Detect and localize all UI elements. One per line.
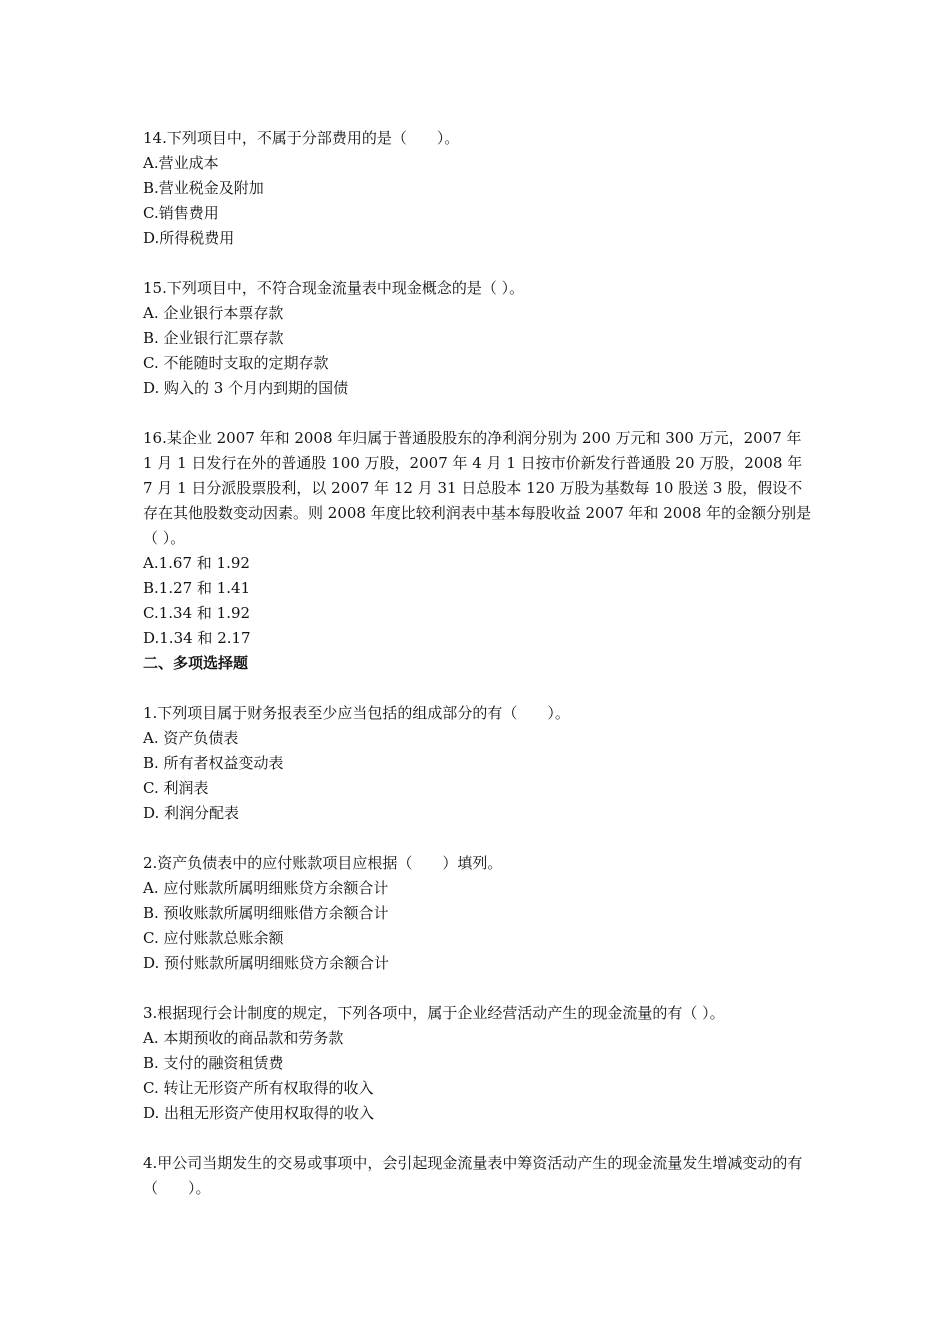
option-d: D. 购入的 3 个月内到期的国债 — [143, 379, 349, 397]
option-b: B. 企业银行汇票存款 — [143, 329, 284, 347]
option-d: D. 利润分配表 — [143, 804, 240, 822]
option-c: C. 利润表 — [143, 779, 209, 797]
question-stem: 15.下列项目中，不符合现金流量表中现金概念的是（ ）。 — [143, 279, 525, 297]
option-b: B. 预收账款所属明细账借方余额合计 — [143, 904, 389, 922]
option-c: C.1.34 和 1.92 — [143, 604, 251, 622]
option-b: B.营业税金及附加 — [143, 179, 264, 197]
option-a: A.营业成本 — [143, 154, 219, 172]
question-stem: 1.下列项目属于财务报表至少应当包括的组成部分的有（ ）。 — [143, 704, 570, 722]
option-d: D. 出租无形资产使用权取得的收入 — [143, 1104, 375, 1122]
question-stem: 14.下列项目中，不属于分部费用的是（ ）。 — [143, 129, 460, 147]
multi-question-3 — [143, 1001, 815, 1126]
option-b: B.1.27 和 1.41 — [143, 579, 251, 597]
question-stem: 2.资产负债表中的应付账款项目应根据（ ）填列。 — [143, 854, 503, 872]
option-b: B. 支付的融资租赁费 — [143, 1054, 284, 1072]
option-a: A.1.67 和 1.92 — [143, 554, 250, 572]
option-c: C. 转让无形资产所有权取得的收入 — [143, 1079, 374, 1097]
question-stem: 3.根据现行会计制度的规定，下列各项中，属于企业经营活动产生的现金流量的有（ ）。 — [143, 1004, 725, 1022]
option-c: C.销售费用 — [143, 204, 219, 222]
question-stem: 4.甲公司当期发生的交易或事项中，会引起现金流量表中筹资活动产生的现金流量发生增减变动的有（ ）。 — [143, 1154, 803, 1197]
option-b: B. 所有者权益变动表 — [143, 754, 284, 772]
option-c: C. 不能随时支取的定期存款 — [143, 354, 329, 372]
question-stem: 16.某企业 2007 年和 2008 年归属于普通股股东的净利润分别为 200 万元和 300 万元，2007 年 1 月 1 日发行在外的普通股 100 万股，2007 年 4 月 1 日按市价新发行普通股 20 万股，2008 年 7 月 1 日分派股票股利，以 2007 年 12 月 31 日总股本 120 万股为基数每 10 股送 3 股，假设不存在其他股数变动因素。则 2008 年度比较利润表中基本每股收益 2007 年和 2008 年的金额分别是（ ）。 — [143, 429, 812, 547]
option-a: A. 应付账款所属明细账贷方余额合计 — [143, 879, 389, 897]
document-page — [143, 126, 815, 1201]
option-d: D.1.34 和 2.17 — [143, 629, 251, 647]
multi-question-2 — [143, 851, 815, 976]
question-15 — [143, 276, 815, 401]
question-14 — [143, 126, 815, 251]
multi-question-1 — [143, 701, 815, 826]
multi-question-4 — [143, 1151, 815, 1201]
option-a: A. 本期预收的商品款和劳务款 — [143, 1029, 344, 1047]
question-16 — [143, 426, 815, 651]
option-d: D.所得税费用 — [143, 229, 235, 247]
option-a: A. 资产负债表 — [143, 729, 239, 747]
option-c: C. 应付账款总账余额 — [143, 929, 284, 947]
option-a: A. 企业银行本票存款 — [143, 304, 284, 322]
option-d: D. 预付账款所属明细账贷方余额合计 — [143, 954, 390, 972]
section-title: 二、多项选择题 — [143, 654, 249, 672]
